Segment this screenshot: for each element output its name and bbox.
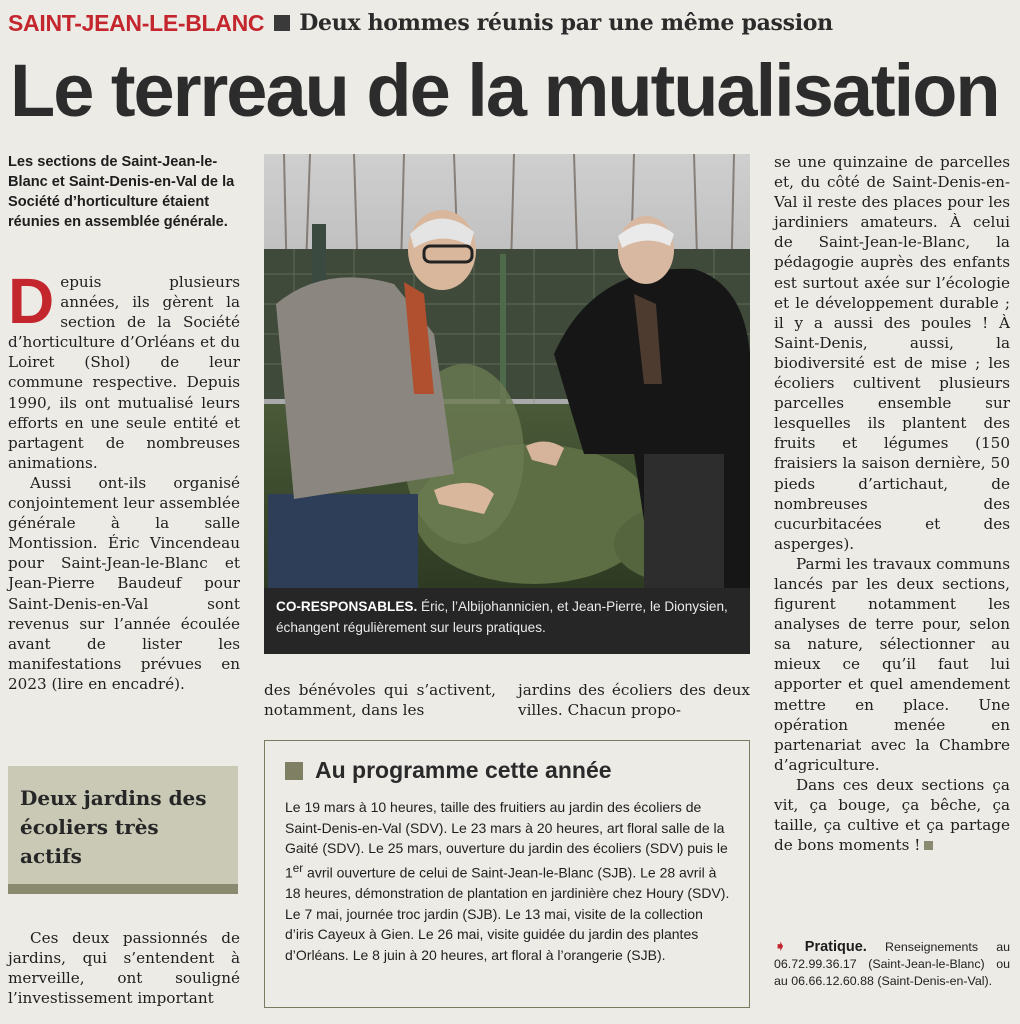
program-box-title: Au programme cette année (315, 757, 612, 783)
caption-label: CO-RESPONSABLES. (276, 599, 418, 614)
inset-box (8, 766, 238, 894)
paragraph-1-text: epuis plusieurs années, ils gèrent la section de la Société d’horticulture d’Orléans et du Loiret (Shol) de leur commune respective. Depuis 1990, ils ont mutualisé leurs efforts en une seule entité et partagent de nombreuses animations. (8, 273, 240, 472)
inset-title: Deux jardins des écoliers très actifs (20, 786, 207, 868)
drop-cap: D (8, 265, 55, 337)
article-lead: Les sections de Saint-Jean-le-Blanc et Saint-Denis-en-Val de la Société d’horticulture étaient réunies en assemblée générale. (8, 154, 235, 230)
program-text-a: Le 19 mars à 10 heures, taille des fruitiers au jardin des écoliers de Saint-Denis-en-Val (SDV). Le 23 mars à 20 heures, art floral salle de la Gaité (SDV). Le 25 mars, ouverture du jardin des écoliers (SDV) puis le 1 (285, 799, 728, 881)
inset-bar (8, 884, 238, 894)
program-text-b: avril ouverture de celui de Saint-Jean-le-Blanc (SJB). Le 28 avril à 18 heures, démonstration de plantation en jardinière chez Houry (SDV). Le 7 mai, journée troc jardin (SJB). Le 13 mai, visite de la collection d’iris Cayeux à Gien. Le 26 mai, visite guidée du jardin des plantes d’Orléans. Le 8 juin à 20 heures, art floral à l’orangerie (SJB). (285, 864, 730, 963)
article-headline: Le terreau de la mutualisation (10, 49, 999, 132)
article-column-1b (8, 928, 240, 1008)
end-mark-icon (924, 841, 933, 850)
program-text-sup: er (292, 861, 304, 875)
section-place: SAINT-JEAN-LE-BLANC (8, 9, 265, 36)
kicker (8, 8, 833, 38)
program-box-header (285, 757, 612, 784)
article-column-3 (518, 680, 750, 720)
square-bullet-icon (274, 15, 290, 31)
column-4-paragraph-3 (774, 775, 1010, 855)
program-box-body (285, 797, 733, 965)
article-column-1 (8, 265, 240, 694)
paragraph-1 (8, 265, 240, 473)
column-3-text: jardins des écoliers des deux villes. Chacun propo- (518, 681, 750, 720)
column-4-paragraph-3-text: Dans ces deux sections ça vit, ça bouge, ça bêche, ça taille, ça cultive et ça partage de bons moments ! (774, 775, 1010, 855)
article-column-2 (264, 680, 496, 720)
article-photo (264, 154, 750, 654)
paragraph-3: Ces deux passionnés de jardins, qui s’entendent à merveille, ont souligné l’investissement important (8, 929, 240, 1008)
column-4-paragraph-2: Parmi les travaux communs lancés par les deux sections, figurent notamment les analyses de terre pour, selon sa nature, sélectionner au mieux ce qu’il faut lui apporter et quel amendement mettre en place. Une opération menée en partenariat avec la Chambre d’agriculture. (774, 554, 1010, 774)
practical-label: Pratique. (804, 939, 867, 955)
column-4-paragraph-1: se une quinzaine de parcelles et, du côté de Saint-Denis-en-Val il reste des places pour les jardiniers amateurs. À celui de Saint-Jean-le-Blanc, la pédagogie auprès des enfants est surtout axée sur l’écologie et le développement durable ; il y a aussi des poules ! À Saint-Denis, aussi, la biodiversité est de mise ; les écoliers cultivent plusieurs parcelles ensemble sur lesquelles ils plantent des fruits et légumes (150 fraisiers la saison dernière, 50 pieds d’artichaut, de nombreuses des cucurbitacées et des asperges). (774, 153, 1010, 553)
practical-text: Renseignements au 06.72.99.36.17 (Saint-Jean-le-Blanc) ou au 06.66.12.60.88 (Saint-Denis-en-Val). (774, 940, 1010, 988)
practical-info (774, 938, 1010, 990)
article-column-4 (774, 152, 1010, 855)
column-2-text: des bénévoles qui s’activent, notamment, dans les (264, 681, 496, 720)
kicker-subtitle: Deux hommes réunis par une même passion (299, 10, 833, 36)
caption-text: Éric, l’Albijohannicien, et Jean-Pierre, le Dionysien, échangent régulièrement sur leurs pratiques. (276, 599, 728, 635)
arrow-right-icon: ➧ (774, 938, 787, 955)
photo-illustration (264, 154, 750, 588)
program-box (264, 740, 750, 1008)
photo-caption (264, 588, 750, 654)
paragraph-2: Aussi ont-ils organisé conjointement leur assemblée générale à la salle Montission. Éric Vincendeau pour Saint-Jean-le-Blanc et Jean-Pierre Baudeuf pour Saint-Denis-en-Val sont revenus sur l’année écoulée avant de lister les manifestations prévues en 2023 (lire en encadré). (8, 473, 240, 693)
square-bullet-icon (285, 762, 303, 780)
